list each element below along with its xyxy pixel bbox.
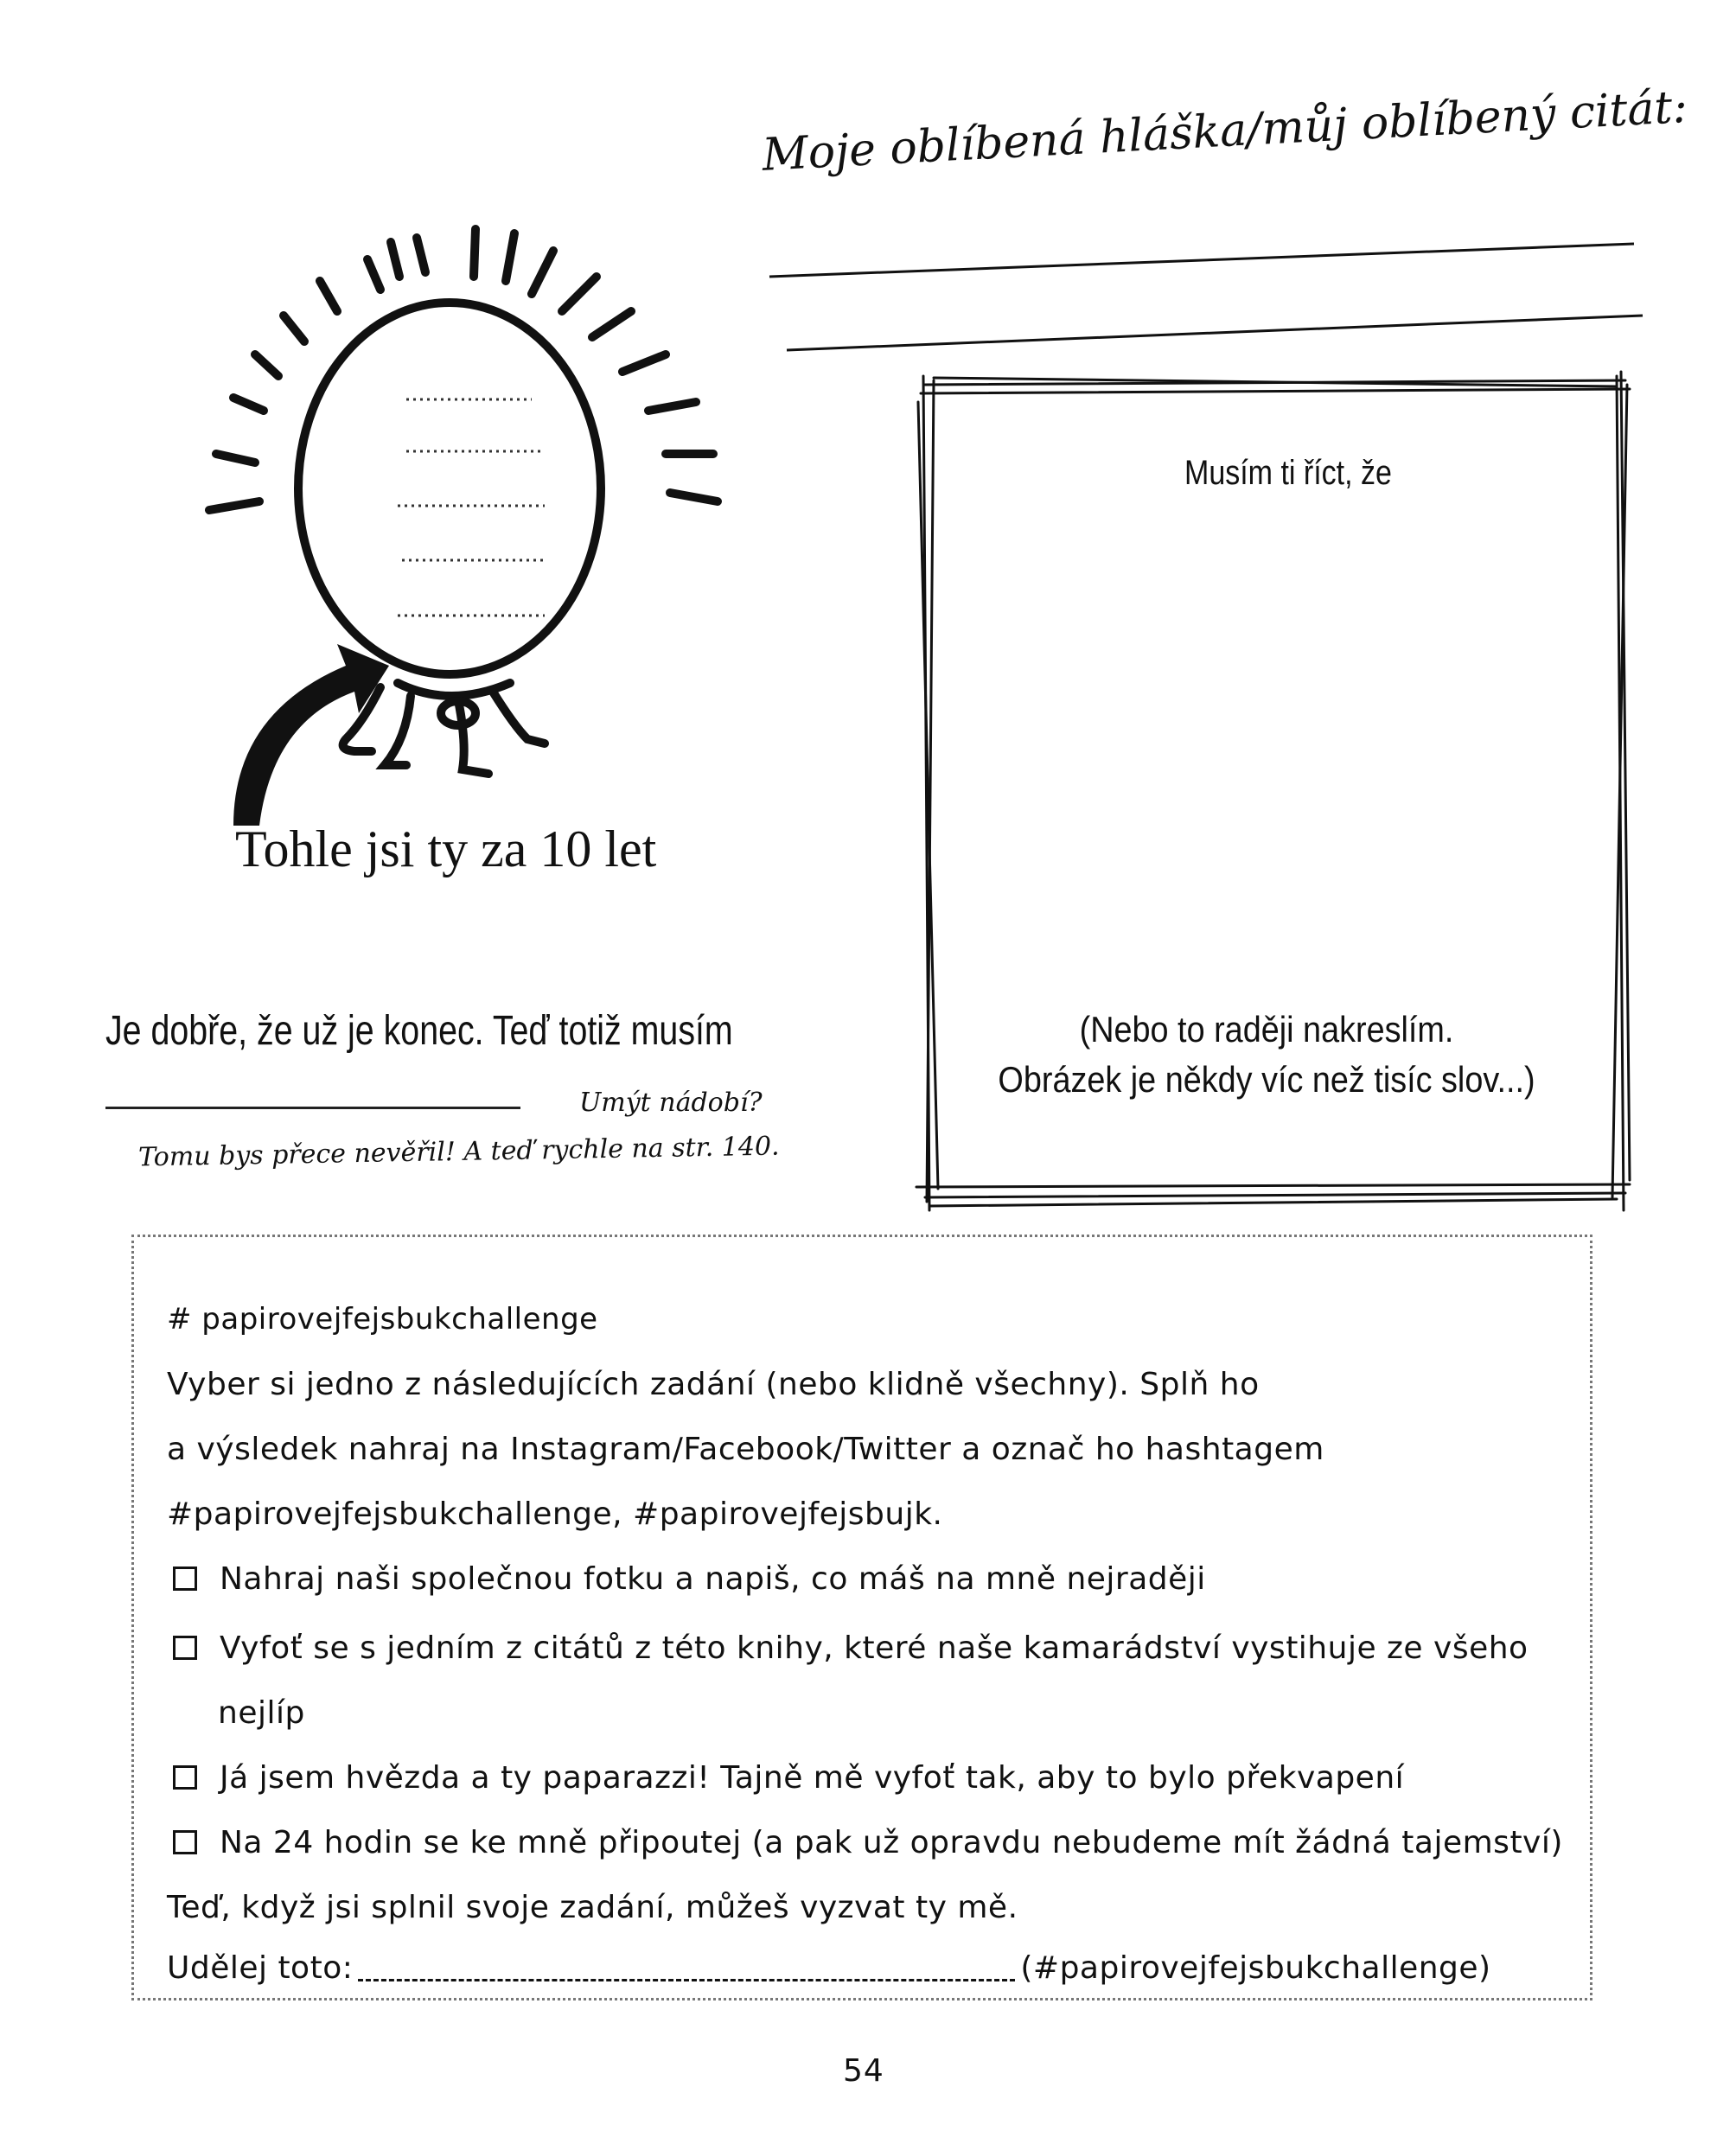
page-number: 54: [843, 2053, 884, 2089]
answer-blank-line: [105, 1107, 520, 1109]
challenge-intro-1: Vyber si jedno z následujících zadání (nebo klidně všechny). Splň ho: [167, 1367, 1260, 1402]
frame-prompt: Musím ti říct, že: [1184, 454, 1392, 492]
task-checkbox[interactable]: [173, 1567, 197, 1591]
challenge-title: # papirovejfejsbukchallenge: [167, 1302, 598, 1337]
challenge-task: Nahraj naši společnou fotku a napiš, co máš na mně nejraději: [173, 1561, 1206, 1597]
task-checkbox[interactable]: [173, 1636, 197, 1660]
crystal-ball-illustration: [199, 216, 761, 856]
frame-alt-line-1: (Nebo to raději nakreslím.: [1079, 1009, 1454, 1050]
ending-sentence: Je dobře, že už je konec. Teď totiž musím: [105, 1008, 733, 1054]
dare-hashtag: (#papirovejfejsbukchallenge): [1020, 1950, 1491, 1986]
challenge-intro-2: a výsledek nahraj na Instagram/Facebook/Twitter a označ ho hashtagem: [167, 1432, 1324, 1467]
dare-blank[interactable]: [358, 1979, 1015, 1981]
joke-line: Tomu bys přece nevěřil! A teď rychle na str. 140.: [137, 1131, 780, 1173]
challenge-task: Vyfoť se s jedním z citátů z této knihy, které naše kamarádství vystihuje ze všeho: [173, 1630, 1529, 1666]
challenge-intro-3: #papirovejfejsbukchallenge, #papirovejfejsbujk.: [167, 1496, 943, 1532]
dare-label: Udělej toto:: [167, 1950, 354, 1986]
challenge-outro: Teď, když jsi splnil svoje zadání, můžeš vyzvat ty mě.: [167, 1890, 1018, 1925]
challenge-task: Já jsem hvězda a ty paparazzi! Tajně mě vyfoť tak, aby to bylo překvapení: [173, 1760, 1404, 1796]
challenge-task-continuation: nejlíp: [218, 1695, 305, 1731]
challenge-dare: [167, 1950, 1491, 1986]
challenge-task: Na 24 hodin se ke mně připoutej (a pak už opravdu nebudeme mít žádná tajemství): [173, 1825, 1563, 1860]
frame-alt-line-2: Obrázek je někdy víc než tisíc slov...): [998, 1059, 1535, 1100]
quote-heading: Moje oblíbená hláška/můj oblíbený citát:: [761, 80, 1689, 182]
task-checkbox[interactable]: [173, 1765, 197, 1790]
challenge-box: [131, 1235, 1592, 2000]
future-self-caption: Tohle jsi ty za 10 let: [235, 820, 657, 877]
dishes-hint: Umýt nádobí?: [579, 1088, 763, 1118]
frame-alternative: [960, 1005, 1574, 1105]
task-checkbox[interactable]: [173, 1830, 197, 1854]
quote-writing-lines: [761, 233, 1651, 363]
